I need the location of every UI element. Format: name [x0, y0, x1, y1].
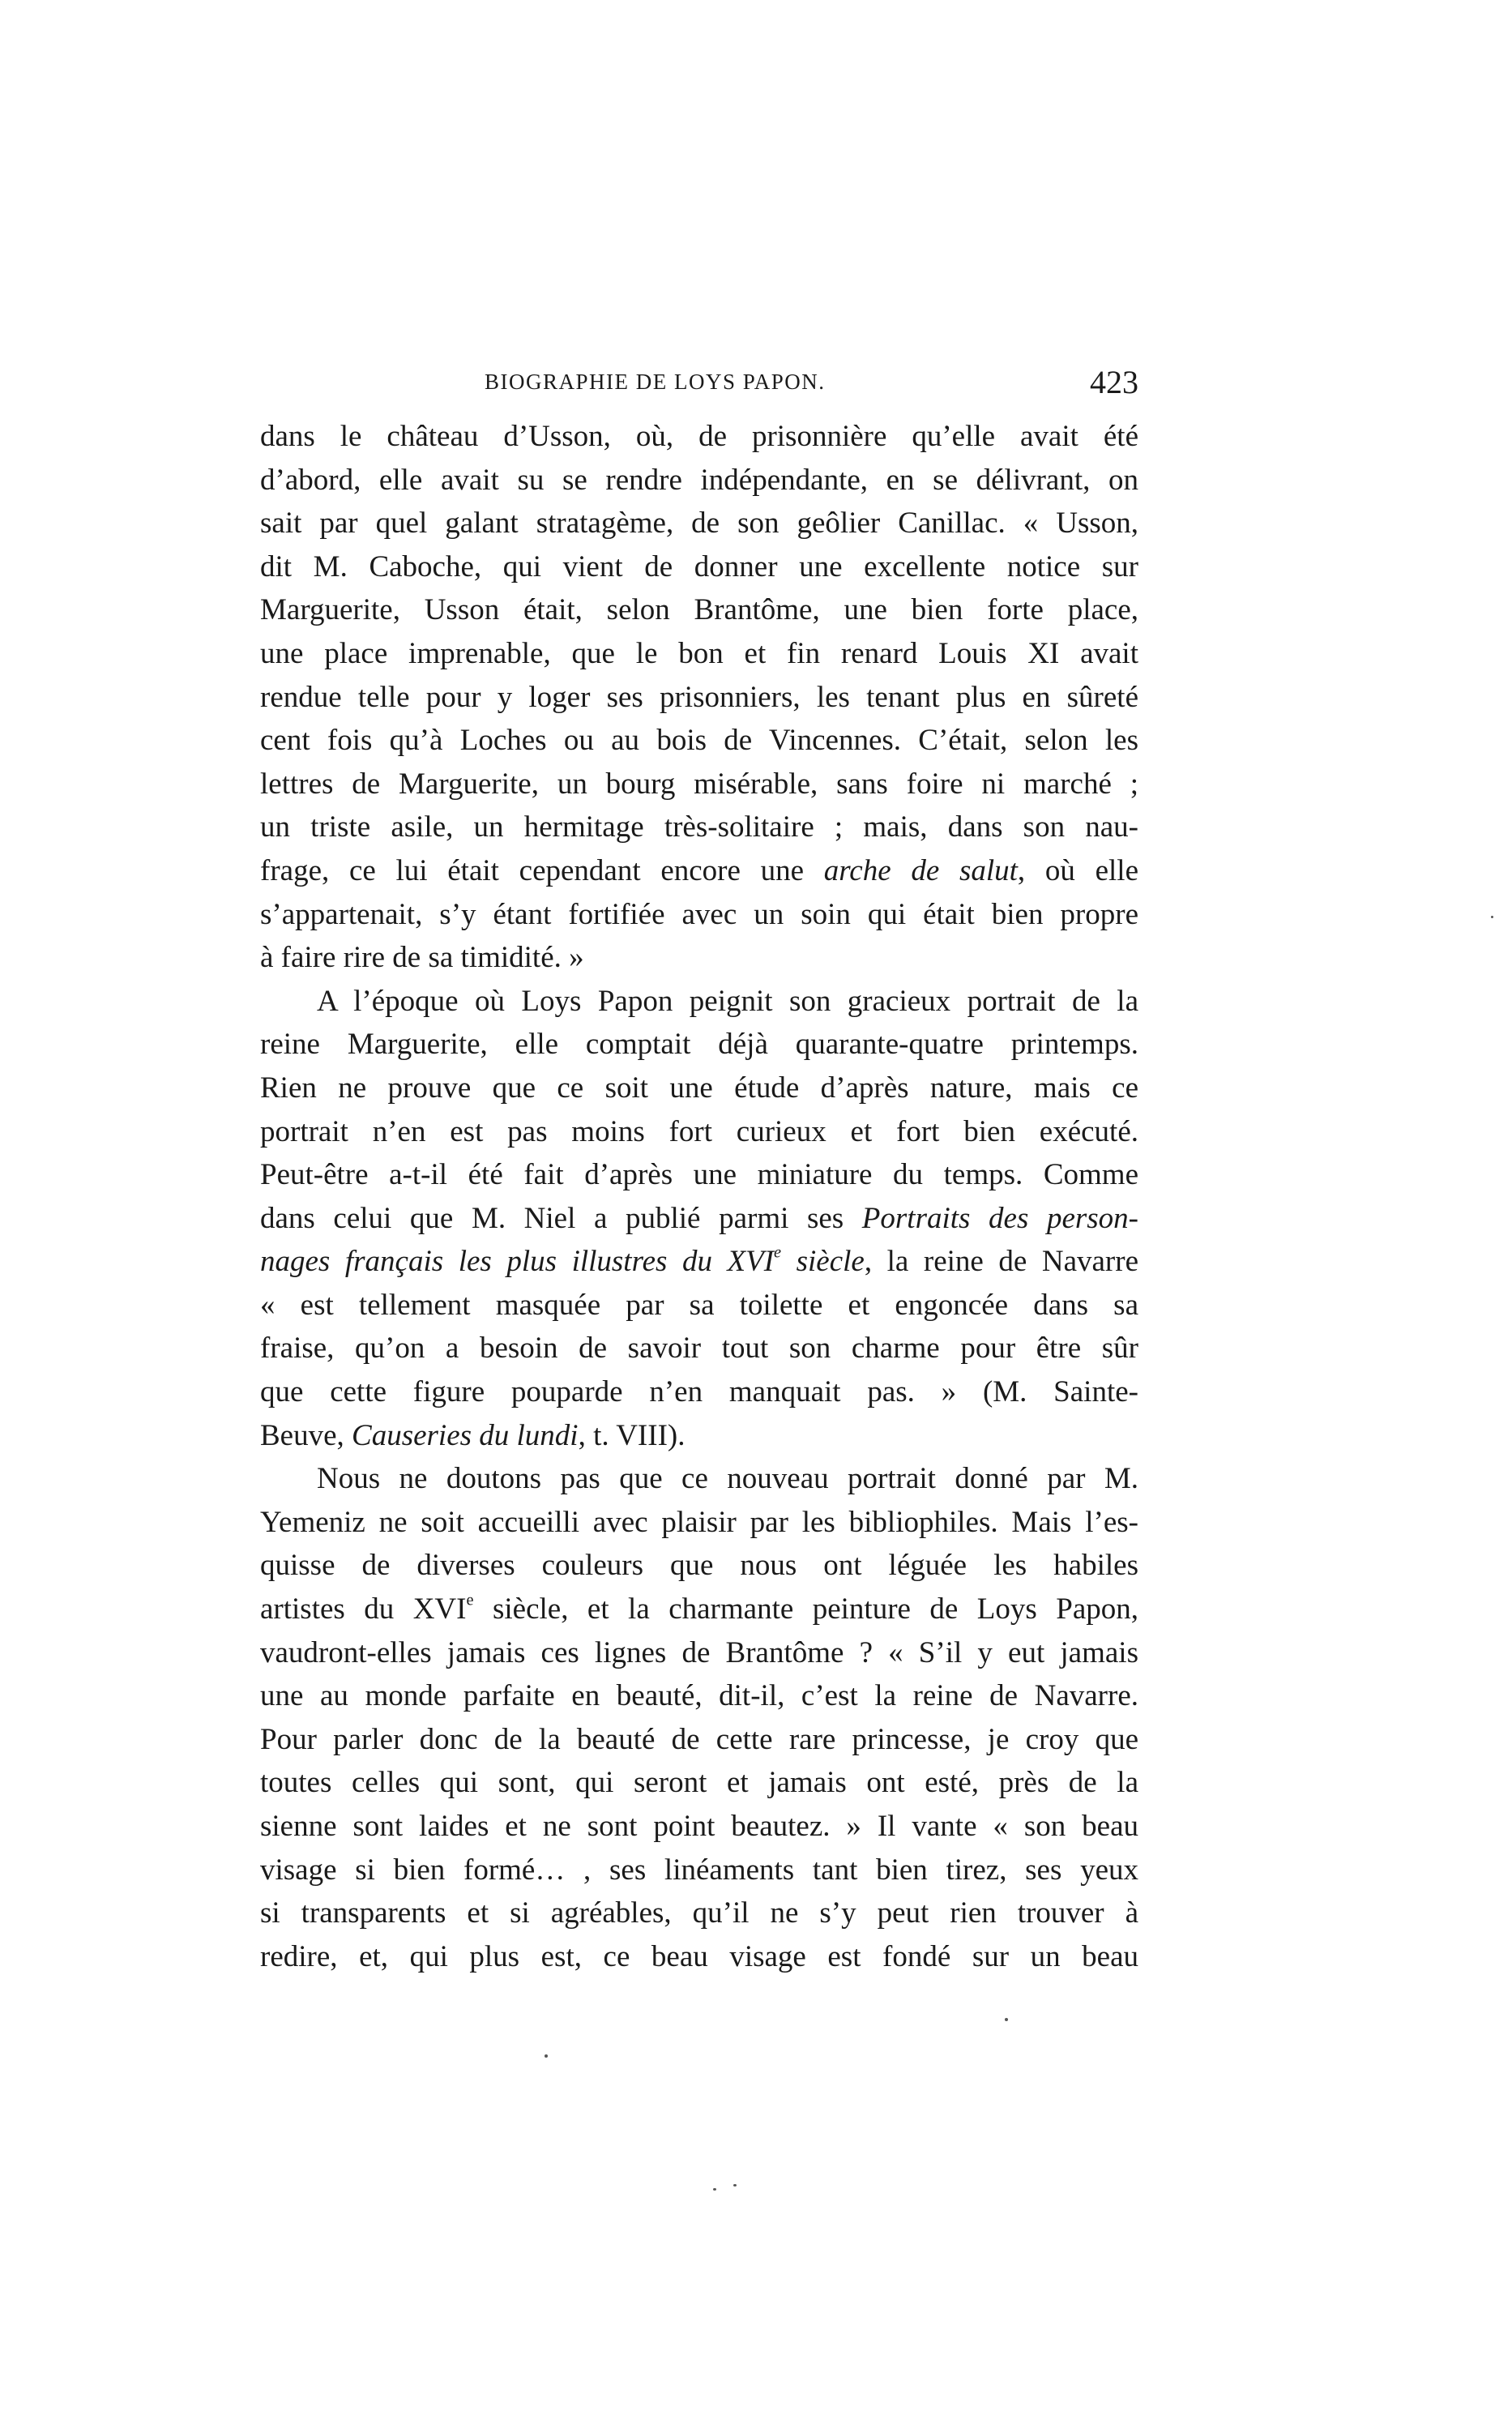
text-segment: toutes celles qui sont, qui seront et jamais ont esté, près de la	[260, 1766, 1138, 1800]
text-segment: , t. VIII).	[578, 1418, 686, 1452]
text-segment: lettres de Marguerite, un bourg misérable, sans foire ni marché ;	[260, 767, 1138, 801]
speck	[545, 2054, 548, 2058]
text-line	[260, 1631, 1138, 1675]
body-text	[260, 415, 1138, 1978]
text-line	[260, 719, 1138, 763]
text-segment: si transparents et si agréables, qu’il ne s’y peut rien trouver à	[260, 1896, 1138, 1930]
text-line	[260, 1544, 1138, 1588]
text-line	[260, 1588, 1138, 1631]
text-line	[260, 1892, 1138, 1935]
text-line	[260, 980, 1138, 1024]
text-segment: fraise, qu’on a besoin de savoir tout son charme pour être sûr	[260, 1332, 1138, 1366]
text-segment: Marguerite, Usson était, selon Brantôme, une bien forte place,	[260, 593, 1138, 627]
italic-text: arche de salut	[823, 853, 1018, 887]
text-segment: e	[466, 1591, 474, 1609]
text-line	[260, 1327, 1138, 1370]
text-line	[260, 415, 1138, 459]
text-segment: sienne sont laides et ne sont point beautez. » Il vante « son beau	[260, 1810, 1138, 1843]
text-segment: A l’époque où Loys Papon peignit son gracieux portrait de la	[317, 984, 1138, 1018]
text-line	[260, 1414, 1138, 1458]
text-line	[260, 806, 1138, 849]
text-line	[260, 936, 1138, 980]
text-line	[260, 849, 1138, 893]
text-segment: visage si bien formé… , ses linéaments tant bien tirez, ses yeux	[260, 1853, 1138, 1887]
text-segment: Pour parler donc de la beauté de cette rare princesse, je croy que	[260, 1722, 1138, 1756]
text-segment: une place imprenable, que le bon et fin renard Louis XI avait	[260, 636, 1138, 670]
italic-text: siècle	[781, 1245, 865, 1279]
text-segment: dans le château d’Usson, où, de prisonnière qu’elle avait été	[260, 420, 1138, 453]
text-segment: portrait n’en est pas moins fort curieux et fort bien exécuté.	[260, 1114, 1138, 1148]
speck	[1491, 916, 1493, 918]
text-segment: vaudront-elles jamais ces lignes de Brantôme ? « S’il y eut jamais	[260, 1635, 1138, 1669]
text-line	[260, 763, 1138, 806]
text-line	[260, 1067, 1138, 1110]
speck	[733, 2184, 737, 2186]
text-segment: dans celui que M. Niel a publié parmi ses	[260, 1201, 862, 1235]
text-segment: rendue telle pour y loger ses prisonniers, les tenant plus en sûreté	[260, 680, 1138, 714]
speck	[713, 2188, 716, 2191]
text-segment: « est tellement masquée par sa toilette et engoncée dans sa	[260, 1288, 1138, 1322]
text-segment: Beuve,	[260, 1418, 352, 1452]
text-segment: frage, ce lui était cependant encore une	[260, 853, 824, 887]
text-segment: dit M. Caboche, qui vient de donner une excellente notice sur	[260, 549, 1138, 583]
text-line	[260, 1197, 1138, 1241]
text-line	[260, 1761, 1138, 1805]
italic-text: Portraits des person-	[861, 1201, 1138, 1235]
text-line	[260, 1153, 1138, 1197]
text-line	[260, 588, 1138, 632]
text-line	[260, 545, 1138, 589]
text-line	[260, 1849, 1138, 1892]
text-line	[260, 1023, 1138, 1067]
text-line	[260, 676, 1138, 720]
running-title: BIOGRAPHIE DE LOYS PAPON.	[485, 370, 826, 394]
italic-text: e	[774, 1244, 782, 1263]
text-segment: à faire rire de sa timidité. »	[260, 941, 584, 975]
text-segment: s’appartenait, s’y étant fortifiée avec un soin qui était bien propre	[260, 897, 1138, 931]
text-line	[260, 1284, 1138, 1327]
text-line	[260, 1674, 1138, 1718]
text-line	[260, 1718, 1138, 1762]
text-segment: quisse de diverses couleurs que nous ont léguée les habiles	[260, 1549, 1138, 1583]
italic-text: nages français les plus illustres du XVI	[260, 1245, 775, 1279]
text-segment: une au monde parfaite en beauté, dit-il, c’est la reine de Navarre.	[260, 1679, 1138, 1713]
text-line	[260, 1805, 1138, 1849]
text-segment: un triste asile, un hermitage très-solitaire ; mais, dans son nau-	[260, 810, 1138, 844]
text-segment: siècle, et la charmante peinture de Loys Papon,	[473, 1592, 1138, 1627]
text-line	[260, 1935, 1138, 1979]
text-line	[260, 632, 1138, 676]
text-line	[260, 1457, 1138, 1501]
text-segment: , où elle	[1017, 853, 1138, 887]
text-segment: d’abord, elle avait su se rendre indépendante, en se délivrant, on	[260, 463, 1138, 497]
text-segment: redire, et, qui plus est, ce beau visage est fondé sur un beau	[260, 1939, 1138, 1973]
speck	[1005, 2018, 1008, 2021]
text-line	[260, 1370, 1138, 1414]
page-header	[260, 363, 1138, 402]
text-line	[260, 1501, 1138, 1545]
text-segment: Nous ne doutons pas que ce nouveau portrait donné par M.	[317, 1462, 1138, 1496]
text-segment: Yemeniz ne soit accueilli avec plaisir par les bibliophiles. Mais l’es-	[260, 1505, 1138, 1539]
text-line	[260, 459, 1138, 502]
text-line	[260, 893, 1138, 937]
text-segment: Rien ne prouve que ce soit une étude d’après nature, mais ce	[260, 1071, 1138, 1105]
text-segment: cent fois qu’à Loches ou au bois de Vincennes. C’était, selon les	[260, 724, 1138, 758]
text-segment: artistes du XVI	[260, 1592, 467, 1627]
text-line	[260, 502, 1138, 545]
text-segment: reine Marguerite, elle comptait déjà quarante-quatre printemps.	[260, 1028, 1138, 1062]
text-segment: sait par quel galant stratagème, de son geôlier Canillac. « Usson,	[260, 507, 1138, 541]
italic-text: Causeries du lundi	[352, 1418, 579, 1452]
text-line	[260, 1240, 1138, 1284]
page-number: 423	[1090, 364, 1138, 400]
text-segment: que cette figure pouparde n’en manquait pas. » (M. Sainte-	[260, 1375, 1138, 1409]
text-segment: , la reine de Navarre	[864, 1245, 1138, 1279]
text-line	[260, 1110, 1138, 1154]
text-segment: Peut-être a-t-il été fait d’après une miniature du temps. Comme	[260, 1158, 1138, 1192]
